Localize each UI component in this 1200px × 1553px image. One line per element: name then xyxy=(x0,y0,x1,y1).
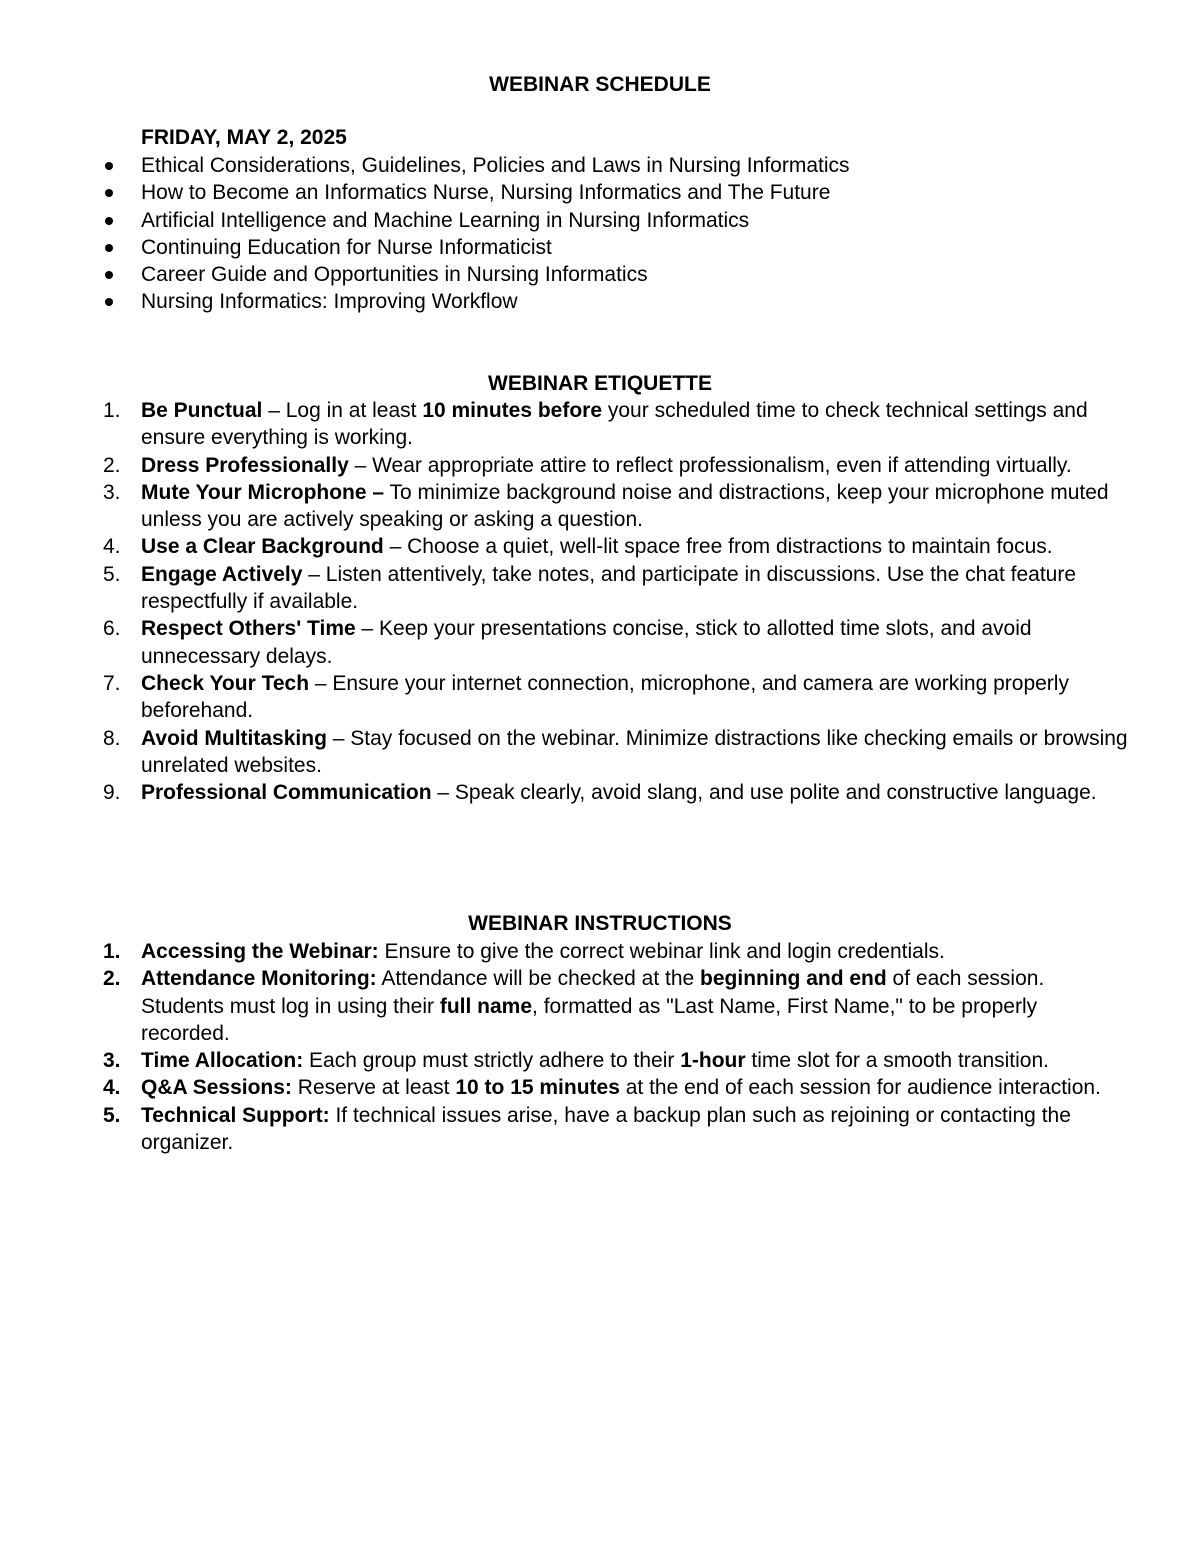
etiquette-item xyxy=(0,670,1200,725)
etiquette-title: WEBINAR ETIQUETTE xyxy=(488,372,712,395)
etiquette-item xyxy=(0,779,1200,806)
schedule-item: Nursing Informatics: Improving Workflow xyxy=(0,288,1200,315)
etiquette-item xyxy=(0,533,1200,560)
item-emphasis: Mute Your Microphone – xyxy=(141,480,385,504)
list-number: 4. xyxy=(103,535,121,559)
item-text: To minimize background noise and distractions, keep your microphone muted unless you are actively speaking or asking a question. xyxy=(141,480,1109,532)
bullet-icon xyxy=(105,217,113,225)
item-text: – Wear appropriate attire to reflect professionalism, even if attending virtually. xyxy=(348,453,1072,477)
etiquette-item xyxy=(0,397,1200,452)
etiquette-list xyxy=(0,397,1200,806)
list-number: 3. xyxy=(103,1049,121,1073)
instruction-item xyxy=(0,1074,1200,1101)
schedule-item: Continuing Education for Nurse Informaticist xyxy=(0,234,1200,261)
item-text: – Log in at least xyxy=(262,399,423,422)
bullet-icon xyxy=(105,298,113,306)
list-number: 5. xyxy=(103,562,121,586)
item-text: your scheduled time to check technical settings and ensure everything is working. xyxy=(141,399,1088,450)
list-number: 3. xyxy=(103,480,121,504)
item-emphasis: beginning and end xyxy=(700,967,887,991)
item-emphasis: Engage Actively xyxy=(141,562,303,586)
list-number: 1. xyxy=(103,399,121,422)
item-text: – Speak clearly, avoid slang, and use polite and constructive language. xyxy=(431,781,1097,805)
item-text: – Ensure your internet connection, microphone, and camera are working properly beforehand. xyxy=(141,671,1069,723)
list-number: 9. xyxy=(103,781,121,805)
bullet-icon xyxy=(105,189,113,197)
item-emphasis: Accessing the Webinar: xyxy=(141,940,379,963)
etiquette-item xyxy=(0,725,1200,780)
item-emphasis: Dress Professionally xyxy=(141,453,349,477)
item-text: Attendance will be checked at the xyxy=(376,967,701,991)
item-text: at the end of each session for audience interaction. xyxy=(619,1076,1101,1100)
item-emphasis: Be Punctual xyxy=(141,399,263,422)
item-text: Ensure to give the correct webinar link and login credentials. xyxy=(378,940,945,963)
bullet-icon xyxy=(105,271,113,279)
schedule-date: FRIDAY, MAY 2, 2025 xyxy=(141,126,347,149)
list-number: 6. xyxy=(103,617,121,641)
schedule-item: Artificial Intelligence and Machine Learning in Nursing Informatics xyxy=(0,207,1200,234)
item-emphasis: 10 minutes before xyxy=(422,399,603,422)
item-text: – Stay focused on the webinar. Minimize distractions like checking emails or browsing unrelated websites. xyxy=(141,726,1128,777)
list-number: 4. xyxy=(103,1076,121,1100)
item-emphasis: 10 to 15 minutes xyxy=(455,1076,620,1100)
item-emphasis: Professional Communication xyxy=(141,781,432,805)
item-emphasis: Avoid Multitasking xyxy=(141,726,327,750)
item-text: , formatted as "Last Name, First Name," to be properly recorded. xyxy=(141,994,1038,1045)
item-text: Each group must strictly adhere to their xyxy=(303,1049,681,1073)
item-text: – Choose a quiet, well-lit space free from distractions to maintain focus. xyxy=(383,535,1053,559)
item-emphasis: full name xyxy=(439,994,533,1018)
instruction-item xyxy=(0,1047,1200,1074)
etiquette-item xyxy=(0,479,1200,534)
list-number: 1. xyxy=(103,940,121,963)
item-emphasis: Use a Clear Background xyxy=(141,535,384,559)
item-emphasis: Check Your Tech xyxy=(141,671,310,695)
schedule-item: How to Become an Informatics Nurse, Nursing Informatics and The Future xyxy=(0,179,1200,206)
list-number: 5. xyxy=(103,1103,121,1127)
item-emphasis: Technical Support: xyxy=(141,1103,330,1127)
item-text: – Listen attentively, take notes, and participate in discussions. Use the chat feature respectfully if available. xyxy=(141,562,1077,614)
etiquette-item xyxy=(0,452,1200,479)
item-emphasis: 1-hour xyxy=(680,1049,746,1073)
list-number: 2. xyxy=(103,453,121,477)
etiquette-item xyxy=(0,615,1200,670)
instruction-item xyxy=(0,965,1200,1047)
item-text: – Keep your presentations concise, stick to allotted time slots, and avoid unnecessary delays. xyxy=(141,617,1032,668)
item-emphasis: Time Allocation: xyxy=(141,1049,304,1073)
instructions-title: WEBINAR INSTRUCTIONS xyxy=(468,912,732,935)
etiquette-item xyxy=(0,561,1200,616)
instruction-item xyxy=(0,938,1200,965)
list-number: 2. xyxy=(103,967,121,991)
schedule-list xyxy=(0,152,1200,316)
list-number: 8. xyxy=(103,726,121,750)
item-text: Reserve at least xyxy=(291,1076,456,1100)
item-emphasis: Q&A Sessions: xyxy=(141,1076,292,1100)
item-text: of each session. Students must log in using their xyxy=(141,967,1045,1018)
schedule-item: Career Guide and Opportunities in Nursing Informatics xyxy=(0,261,1200,288)
item-text: If technical issues arise, have a backup plan such as rejoining or contacting the organizer. xyxy=(141,1103,1071,1155)
bullet-icon xyxy=(105,244,113,252)
item-emphasis: Respect Others' Time xyxy=(141,617,356,641)
item-emphasis: Attendance Monitoring: xyxy=(141,967,377,991)
list-number: 7. xyxy=(103,671,121,695)
instructions-list xyxy=(0,938,1200,1156)
instruction-item xyxy=(0,1102,1200,1157)
bullet-icon xyxy=(105,162,113,170)
schedule-title: WEBINAR SCHEDULE xyxy=(489,73,711,96)
schedule-item: Ethical Considerations, Guidelines, Policies and Laws in Nursing Informatics xyxy=(0,152,1200,179)
item-text: time slot for a smooth transition. xyxy=(745,1049,1049,1073)
